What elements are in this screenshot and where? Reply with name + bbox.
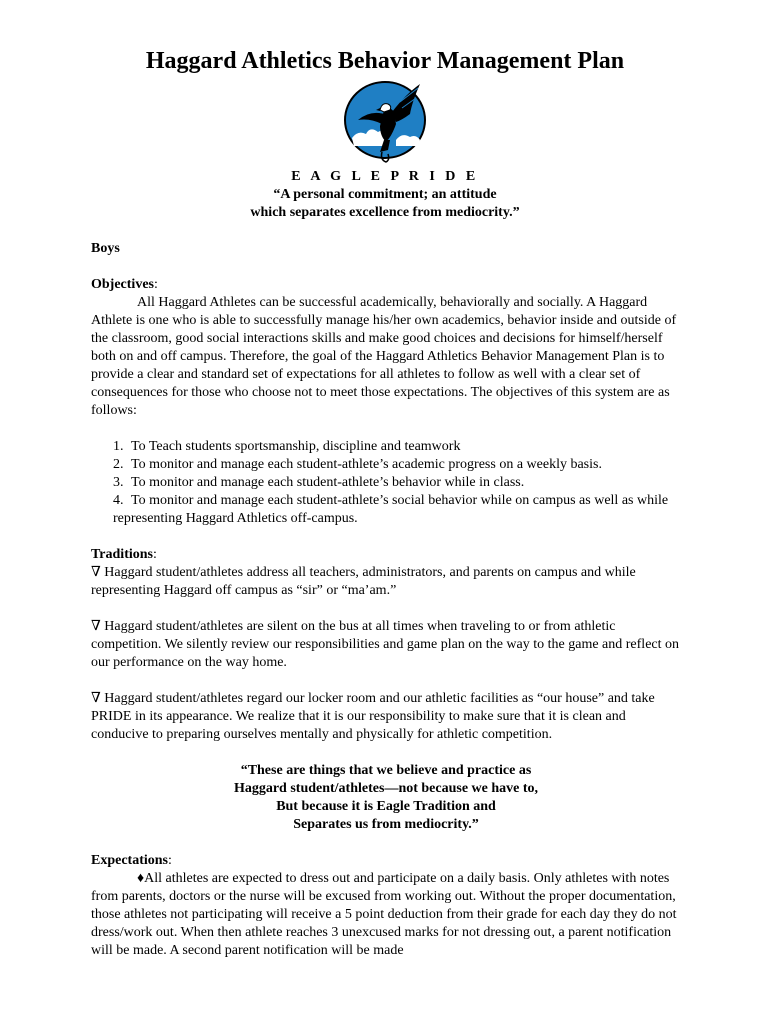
list-item — [91, 438, 681, 456]
objectives-paragraph: All Haggard Athletes can be successful academically, behaviorally and socially. A Haggard Athlete is one who is able to successfully manage his/her own academics, behavior inside and outside of the classroom, good social interactions skills and make good choices and decisions for himself/herself both on and off campus. Therefore, the goal of the Haggard Athletics Behavior Management Plan is to provide a clear and standard set of expectations for all athletes to follow as well with a clear set of consequences for those who choose not to meet those expectations. The objectives of this system are as follows: — [91, 295, 677, 418]
expectations-heading-line: Expectations: — [91, 853, 172, 868]
motto-line-2: which separates excellence from mediocrity.” — [250, 205, 520, 220]
objectives-list — [91, 438, 681, 528]
traditions-heading-line: Traditions: — [91, 547, 157, 562]
list-item — [91, 456, 681, 474]
list-item-text: To monitor and manage each student-athlete’s behavior while in class. — [131, 475, 525, 490]
quote-line-4: Separates us from mediocrity.” — [293, 817, 479, 832]
document-body — [91, 240, 681, 960]
objectives-heading-line: Objectives: — [91, 277, 158, 292]
tradition-item: ∇ Haggard student/athletes regard our locker room and our athletic facilities as “our house” and take PRIDE in its appearance. We realize that it is our responsibility to make sure that it is clean and conducive to preparing ourselves mentally and physically for athletic competition. — [91, 691, 655, 742]
list-item-number: 2. — [113, 457, 124, 472]
quote-line-2: Haggard student/athletes—not because we have to, — [233, 781, 539, 796]
section-boys-heading: Boys — [91, 241, 120, 256]
quote-line-3: But because it is Eagle Tradition and — [276, 799, 496, 814]
expectations-heading: Expectations — [91, 853, 168, 868]
list-item-text: To Teach students sportsmanship, discipline and teamwork — [131, 439, 461, 454]
list-item-text: To monitor and manage each student-athlete’s social behavior while on campus as well as while representing Haggard Athletics off-campus. — [113, 493, 669, 526]
document-title: Haggard Athletics Behavior Management Plan — [145, 48, 625, 74]
traditions-heading: Traditions — [91, 547, 153, 562]
list-item — [91, 474, 681, 492]
objectives-heading: Objectives — [91, 277, 154, 292]
list-item-number: 4. — [113, 493, 124, 508]
list-item-number: 1. — [113, 439, 124, 454]
quote-line-1: “These are things that we believe and practice as — [240, 763, 532, 778]
tradition-item: ∇ Haggard student/athletes address all teachers, administrators, and parents on campus and while representing Haggard off campus as “sir” or “ma’am.” — [91, 565, 636, 598]
list-item-number: 3. — [113, 475, 124, 490]
expectations-paragraph: ♦All athletes are expected to dress out and participate on a daily basis. Only athletes with notes from parents, doctors or the nurse will be excused from working out. Without the proper documentation, those athletes not participating will receive a 5 point deduction from their grade for each day they do not dress/work out. When then athlete reaches 3 unexcused marks for not dressing out, a parent notification will be made. A second parent notification will be made — [91, 871, 677, 958]
list-item-text: To monitor and manage each student-athlete’s academic progress on a weekly basis. — [131, 457, 602, 472]
motto-line-1: “A personal commitment; an attitude — [273, 187, 497, 202]
eagle-logo-icon — [340, 80, 430, 166]
tradition-item: ∇ Haggard student/athletes are silent on the bus at all times when traveling to or from athletic competition. We silently review our responsibilities and game plan on the way to the game and reflect on our performance on the way home. — [91, 619, 680, 670]
motto-heading: E A G L E P R I D E — [291, 169, 479, 184]
tradition-quote — [91, 762, 681, 834]
list-item — [91, 492, 681, 528]
